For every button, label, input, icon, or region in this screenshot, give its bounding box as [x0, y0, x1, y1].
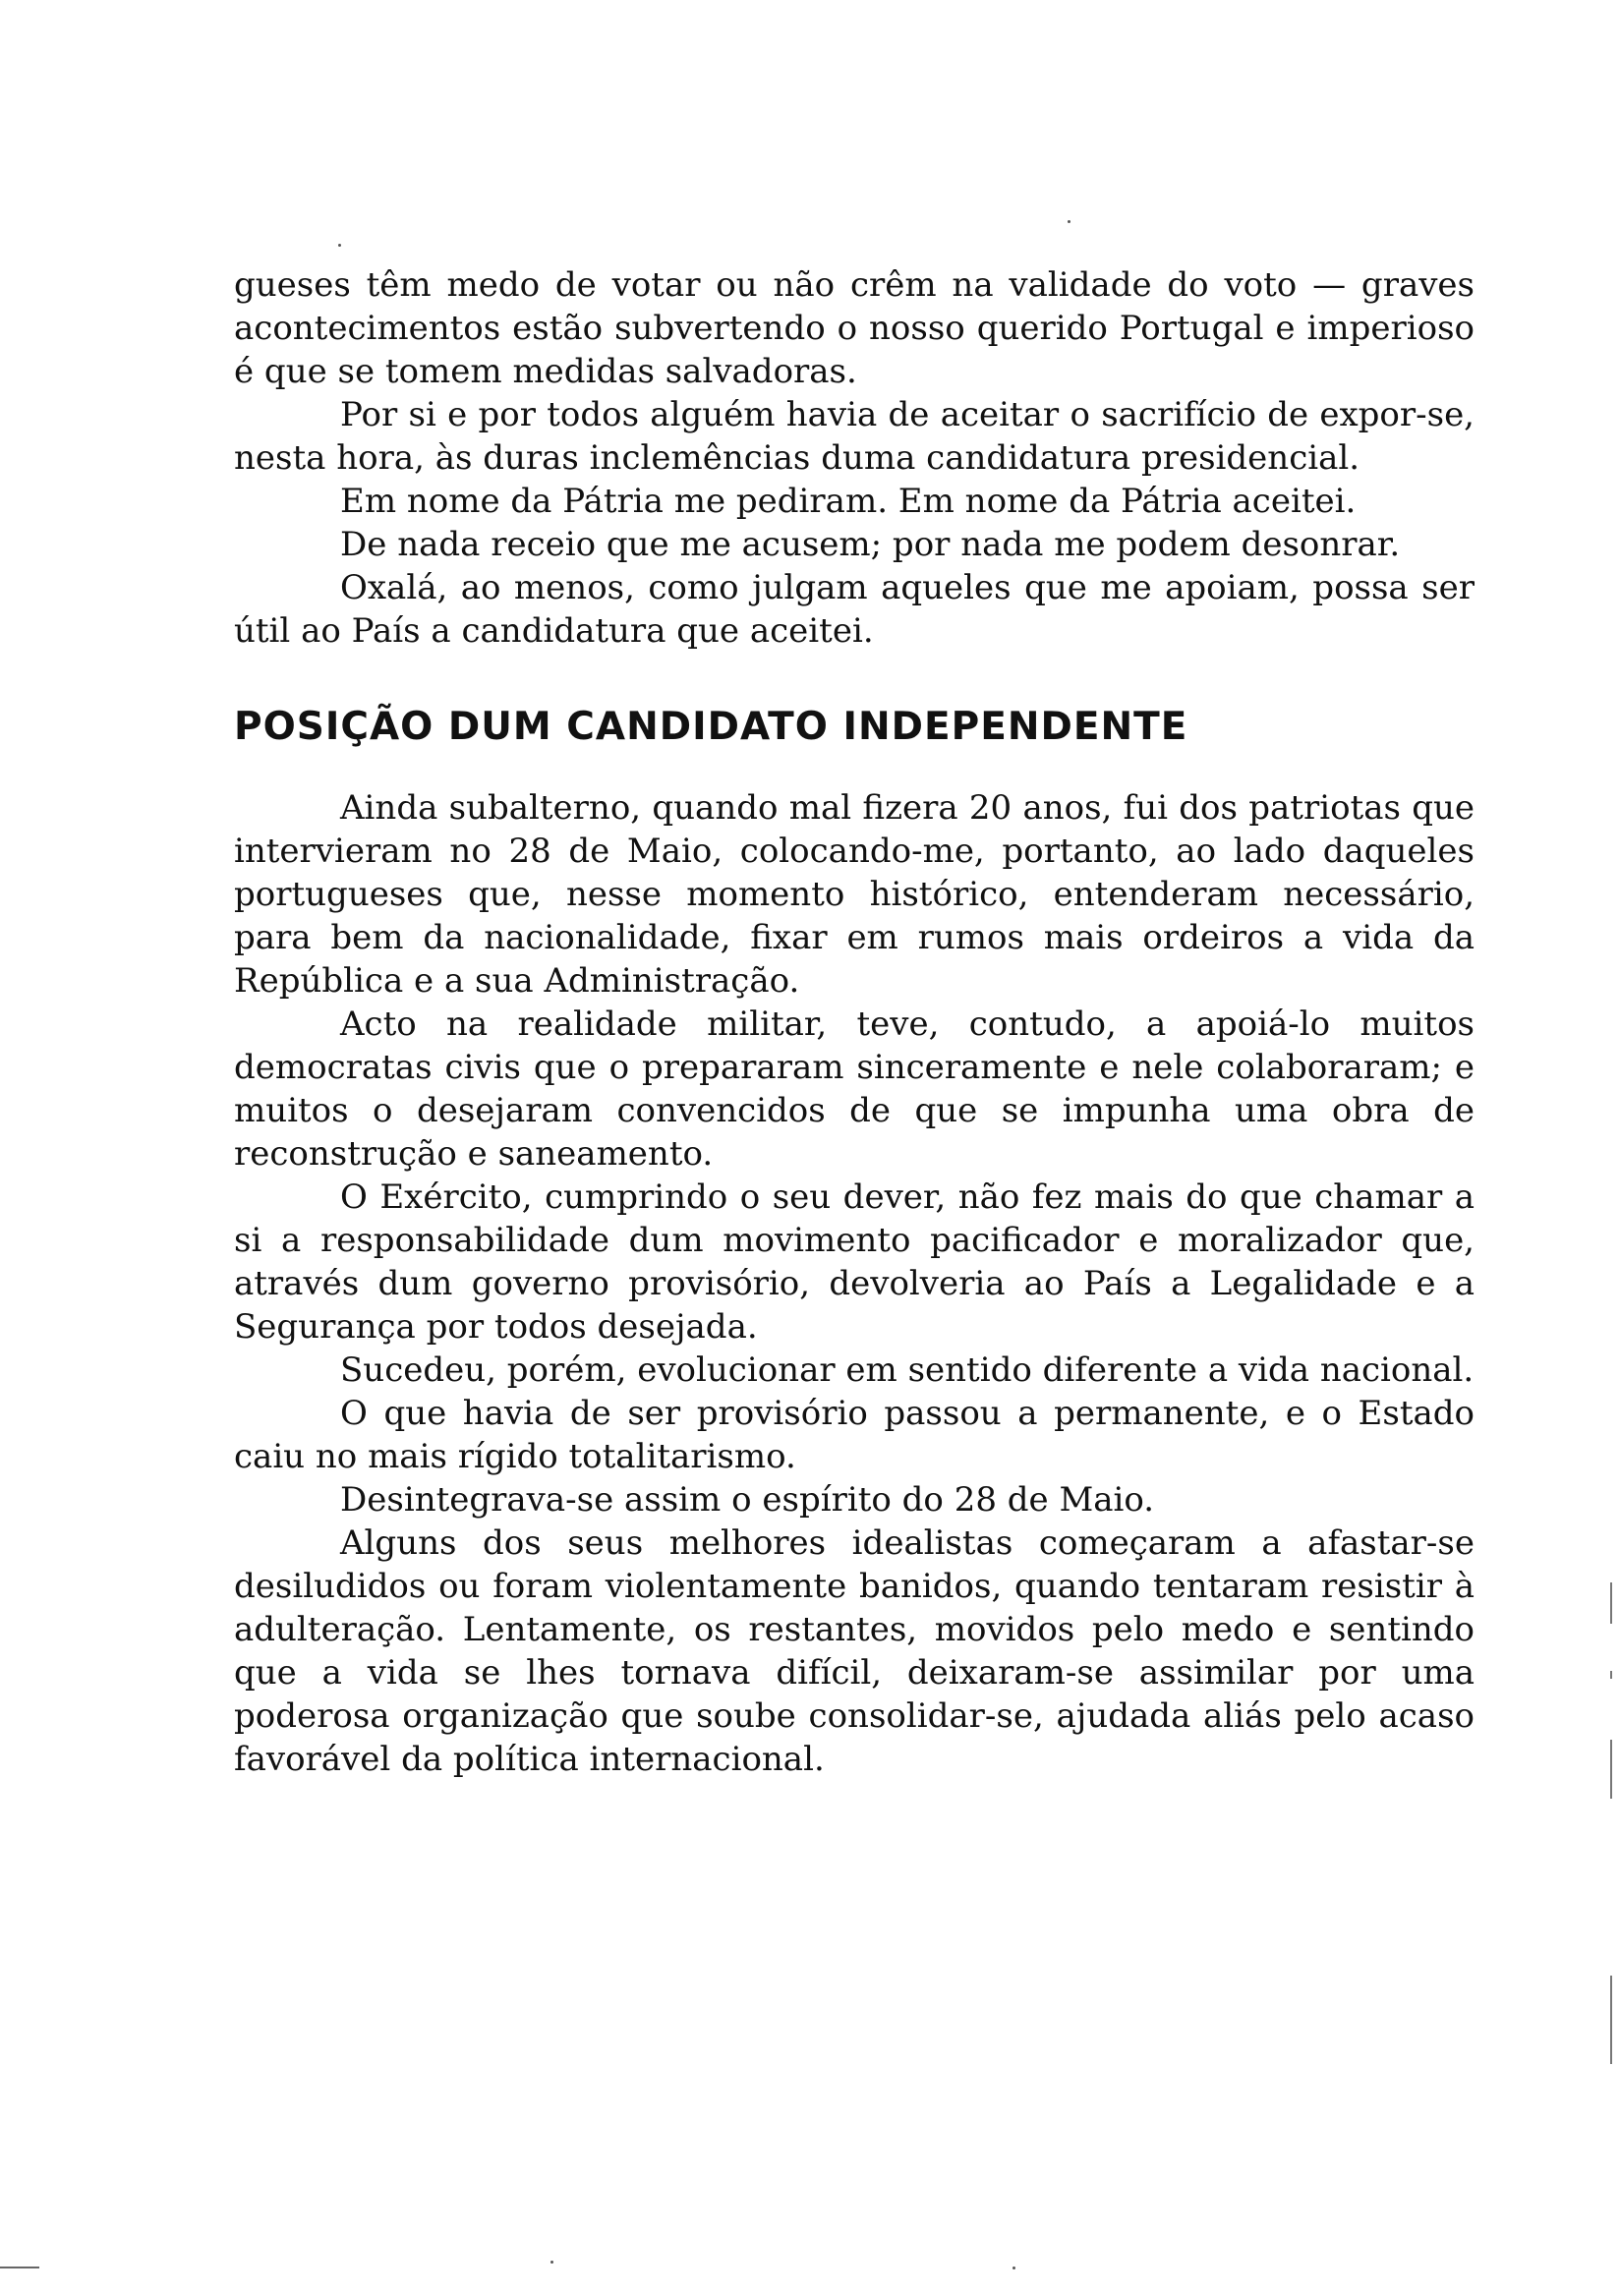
- section-paragraph: O Exército, cumprindo o seu dever, não fez mais do que chamar a si a responsabilidade dum movimento pacificador e moralizador que, através dum governo provisório, devolveria ao País a Legalidade e a Segurança por todos desejada.: [234, 1177, 1475, 1347]
- intro-paragraph: Oxalá, ao menos, como julgam aqueles que me apoiam, possa ser útil ao País a candidatura que aceitei.: [234, 568, 1475, 651]
- intro-paragraph: Por si e por todos alguém havia de aceitar o sacrifício de expor-se, nesta hora, às duras inclemências duma candidatura presidencial.: [234, 395, 1475, 478]
- scan-bottom-mark: [0, 2267, 39, 2268]
- section-heading: POSIÇÃO DUM CANDIDATO INDEPENDENTE: [234, 705, 1188, 749]
- intro-paragraph-continuation: gueses têm medo de votar ou não crêm na validade do voto — graves acontecimentos estão subvertendo o nosso querido Portugal e imperioso é que se tomem medidas salvadoras.: [234, 265, 1475, 391]
- binding-edge-mark: [1610, 1740, 1612, 1799]
- intro-paragraph: Em nome da Pátria me pediram. Em nome da Pátria aceitei.: [340, 482, 1357, 521]
- section-paragraph: O que havia de ser provisório passou a permanente, e o Estado caiu no mais rígido totalitarismo.: [234, 1394, 1475, 1476]
- text-column: [234, 263, 1475, 1781]
- section-paragraph: Desintegrava-se assim o espírito do 28 de Maio.: [340, 1480, 1155, 1520]
- binding-edge-mark: [1610, 1976, 1612, 2064]
- scan-speck: [338, 244, 341, 247]
- scan-speck: [550, 2261, 553, 2264]
- scan-speck: [1068, 220, 1070, 223]
- section-paragraph: Ainda subalterno, quando mal fizera 20 anos, fui dos patriotas que intervieram no 28 de Maio, colocando-me, portanto, ao lado daqueles portugueses que, nesse momento histórico, entenderam necessário, para bem da nacionalidade, fixar em rumos mais ordeiros a vida da República e a sua Administração.: [234, 788, 1475, 1001]
- binding-edge-mark: [1610, 1582, 1612, 1624]
- scan-speck: [1012, 2267, 1015, 2269]
- binding-edge-mark: [1610, 1671, 1612, 1679]
- section-paragraph: Acto na realidade militar, teve, contudo, a apoiá-lo muitos democratas civis que o prepararam sinceramente e nele colaboraram; e muitos o desejaram convencidos de que se impunha uma obra de reconstrução e saneamento.: [234, 1004, 1475, 1174]
- section-paragraph: Sucedeu, porém, evolucionar em sentido diferente a vida nacional.: [340, 1350, 1475, 1390]
- intro-paragraph: De nada receio que me acusem; por nada me podem desonrar.: [340, 525, 1401, 564]
- section-paragraph: Alguns dos seus melhores idealistas começaram a afastar-se desiludidos ou foram violentamente banidos, quando tentaram resistir à adulteração. Lentamente, os restantes, movidos pelo medo e sentindo que a vida se lhes tornava difícil, deixaram-se assimilar por uma poderosa organização que soube consolidar-se, ajudada aliás pelo acaso favorável da política internacional.: [234, 1523, 1475, 1779]
